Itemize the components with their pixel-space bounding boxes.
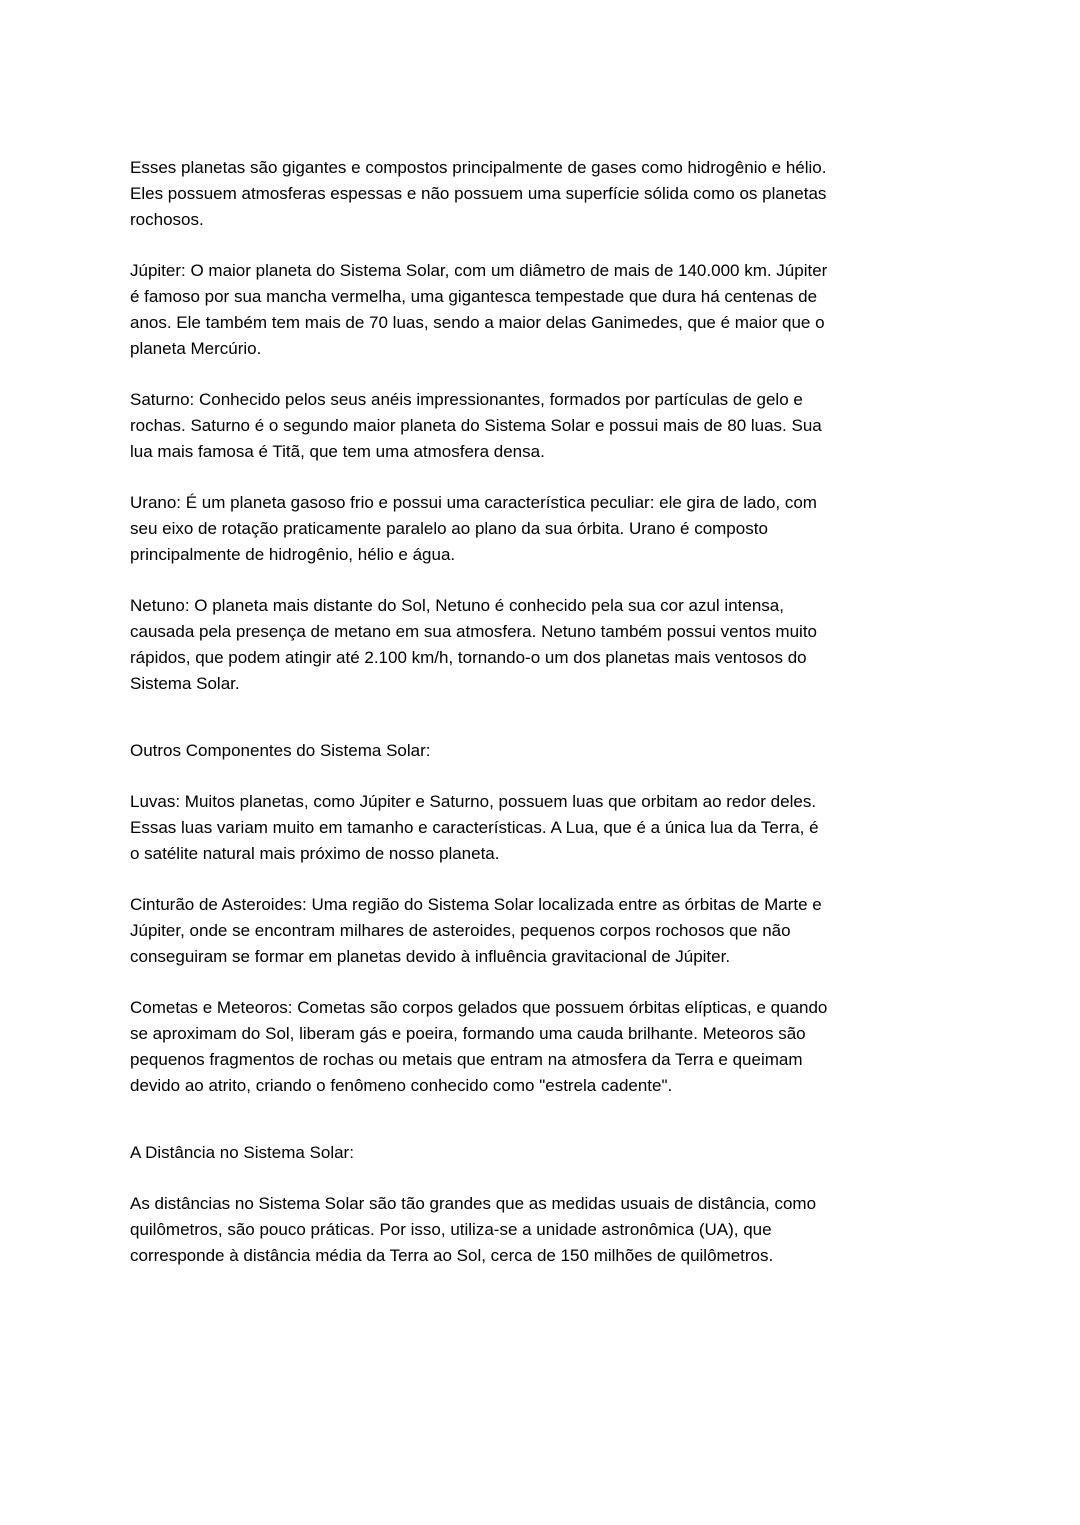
paragraph-comets-meteors (130, 995, 952, 1099)
text-line: Cometas e Meteoros: Cometas são corpos gelados que possuem órbitas elípticas, e quando (130, 998, 828, 1017)
text-line: Urano: É um planeta gasoso frio e possui uma característica peculiar: ele gira de lado, com (130, 493, 817, 512)
text-line: pequenos fragmentos de rochas ou metais que entram na atmosfera da Terra e queimam (130, 1050, 803, 1069)
text-line: anos. Ele também tem mais de 70 luas, sendo a maior delas Ganimedes, que é maior que o (130, 313, 825, 332)
paragraph-moons (130, 789, 952, 867)
paragraph-jupiter (130, 258, 952, 362)
paragraph-neptune (130, 593, 952, 697)
text-line: conseguiram se formar em planetas devido à influência gravitacional de Júpiter. (130, 947, 731, 966)
paragraph-astronomical-unit (130, 1191, 952, 1269)
text-line: Luvas: Muitos planetas, como Júpiter e Saturno, possuem luas que orbitam ao redor deles. (130, 792, 817, 811)
text-line: planeta Mercúrio. (130, 339, 262, 358)
text-line: Netuno: O planeta mais distante do Sol, Netuno é conhecido pela sua cor azul intensa, (130, 596, 784, 615)
text-line: rápidos, que podem atingir até 2.100 km/h, tornando-o um dos planetas mais ventosos do (130, 648, 807, 667)
text-line: o satélite natural mais próximo de nosso planeta. (130, 844, 500, 863)
text-line: Eles possuem atmosferas espessas e não possuem uma superfície sólida como os planetas (130, 184, 827, 203)
paragraph-asteroid-belt (130, 892, 952, 970)
text-line: Essas luas variam muito em tamanho e características. A Lua, que é a única lua da Terra, é (130, 818, 819, 837)
text-line: principalmente de hidrogênio, hélio e água. (130, 545, 456, 564)
text-line: rochas. Saturno é o segundo maior planeta do Sistema Solar e possui mais de 80 luas. Sua (130, 416, 822, 435)
text-line: Esses planetas são gigantes e compostos principalmente de gases como hidrogênio e hélio. (130, 158, 827, 177)
text-line: Júpiter: O maior planeta do Sistema Solar, com um diâmetro de mais de 140.000 km. Júpiter (130, 261, 828, 280)
text-line: A Distância no Sistema Solar: (130, 1143, 354, 1162)
text-line: Sistema Solar. (130, 674, 240, 693)
text-line: As distâncias no Sistema Solar são tão grandes que as medidas usuais de distância, como (130, 1194, 817, 1213)
text-line: Cinturão de Asteroides: Uma região do Sistema Solar localizada entre as órbitas de Marte e (130, 895, 822, 914)
text-line: seu eixo de rotação praticamente paralelo ao plano da sua órbita. Urano é composto (130, 519, 768, 538)
text-line: lua mais famosa é Titã, que tem uma atmosfera densa. (130, 442, 545, 461)
text-line: rochosos. (130, 210, 204, 229)
text-line: Júpiter, onde se encontram milhares de asteroides, pequenos corpos rochosos que não (130, 921, 791, 940)
text-line: devido ao atrito, criando o fenômeno conhecido como "estrela cadente". (130, 1076, 673, 1095)
paragraph-gas-giants-intro (130, 155, 952, 233)
text-line: se aproximam do Sol, liberam gás e poeira, formando uma cauda brilhante. Meteoros são (130, 1024, 806, 1043)
text-line: Outros Componentes do Sistema Solar: (130, 741, 431, 760)
text-line: é famoso por sua mancha vermelha, uma gigantesca tempestade que dura há centenas de (130, 287, 818, 306)
text-line: causada pela presença de metano em sua atmosfera. Netuno também possui ventos muito (130, 622, 817, 641)
text-line: quilômetros, são pouco práticas. Por isso, utiliza-se a unidade astronômica (UA), que (130, 1220, 772, 1239)
section-heading-distance (130, 1140, 952, 1166)
text-line: corresponde à distância média da Terra ao Sol, cerca de 150 milhões de quilômetros. (130, 1246, 774, 1265)
paragraph-uranus (130, 490, 952, 568)
text-line: Saturno: Conhecido pelos seus anéis impressionantes, formados por partículas de gelo e (130, 390, 803, 409)
paragraph-saturn (130, 387, 952, 465)
section-heading-other-components (130, 738, 952, 764)
